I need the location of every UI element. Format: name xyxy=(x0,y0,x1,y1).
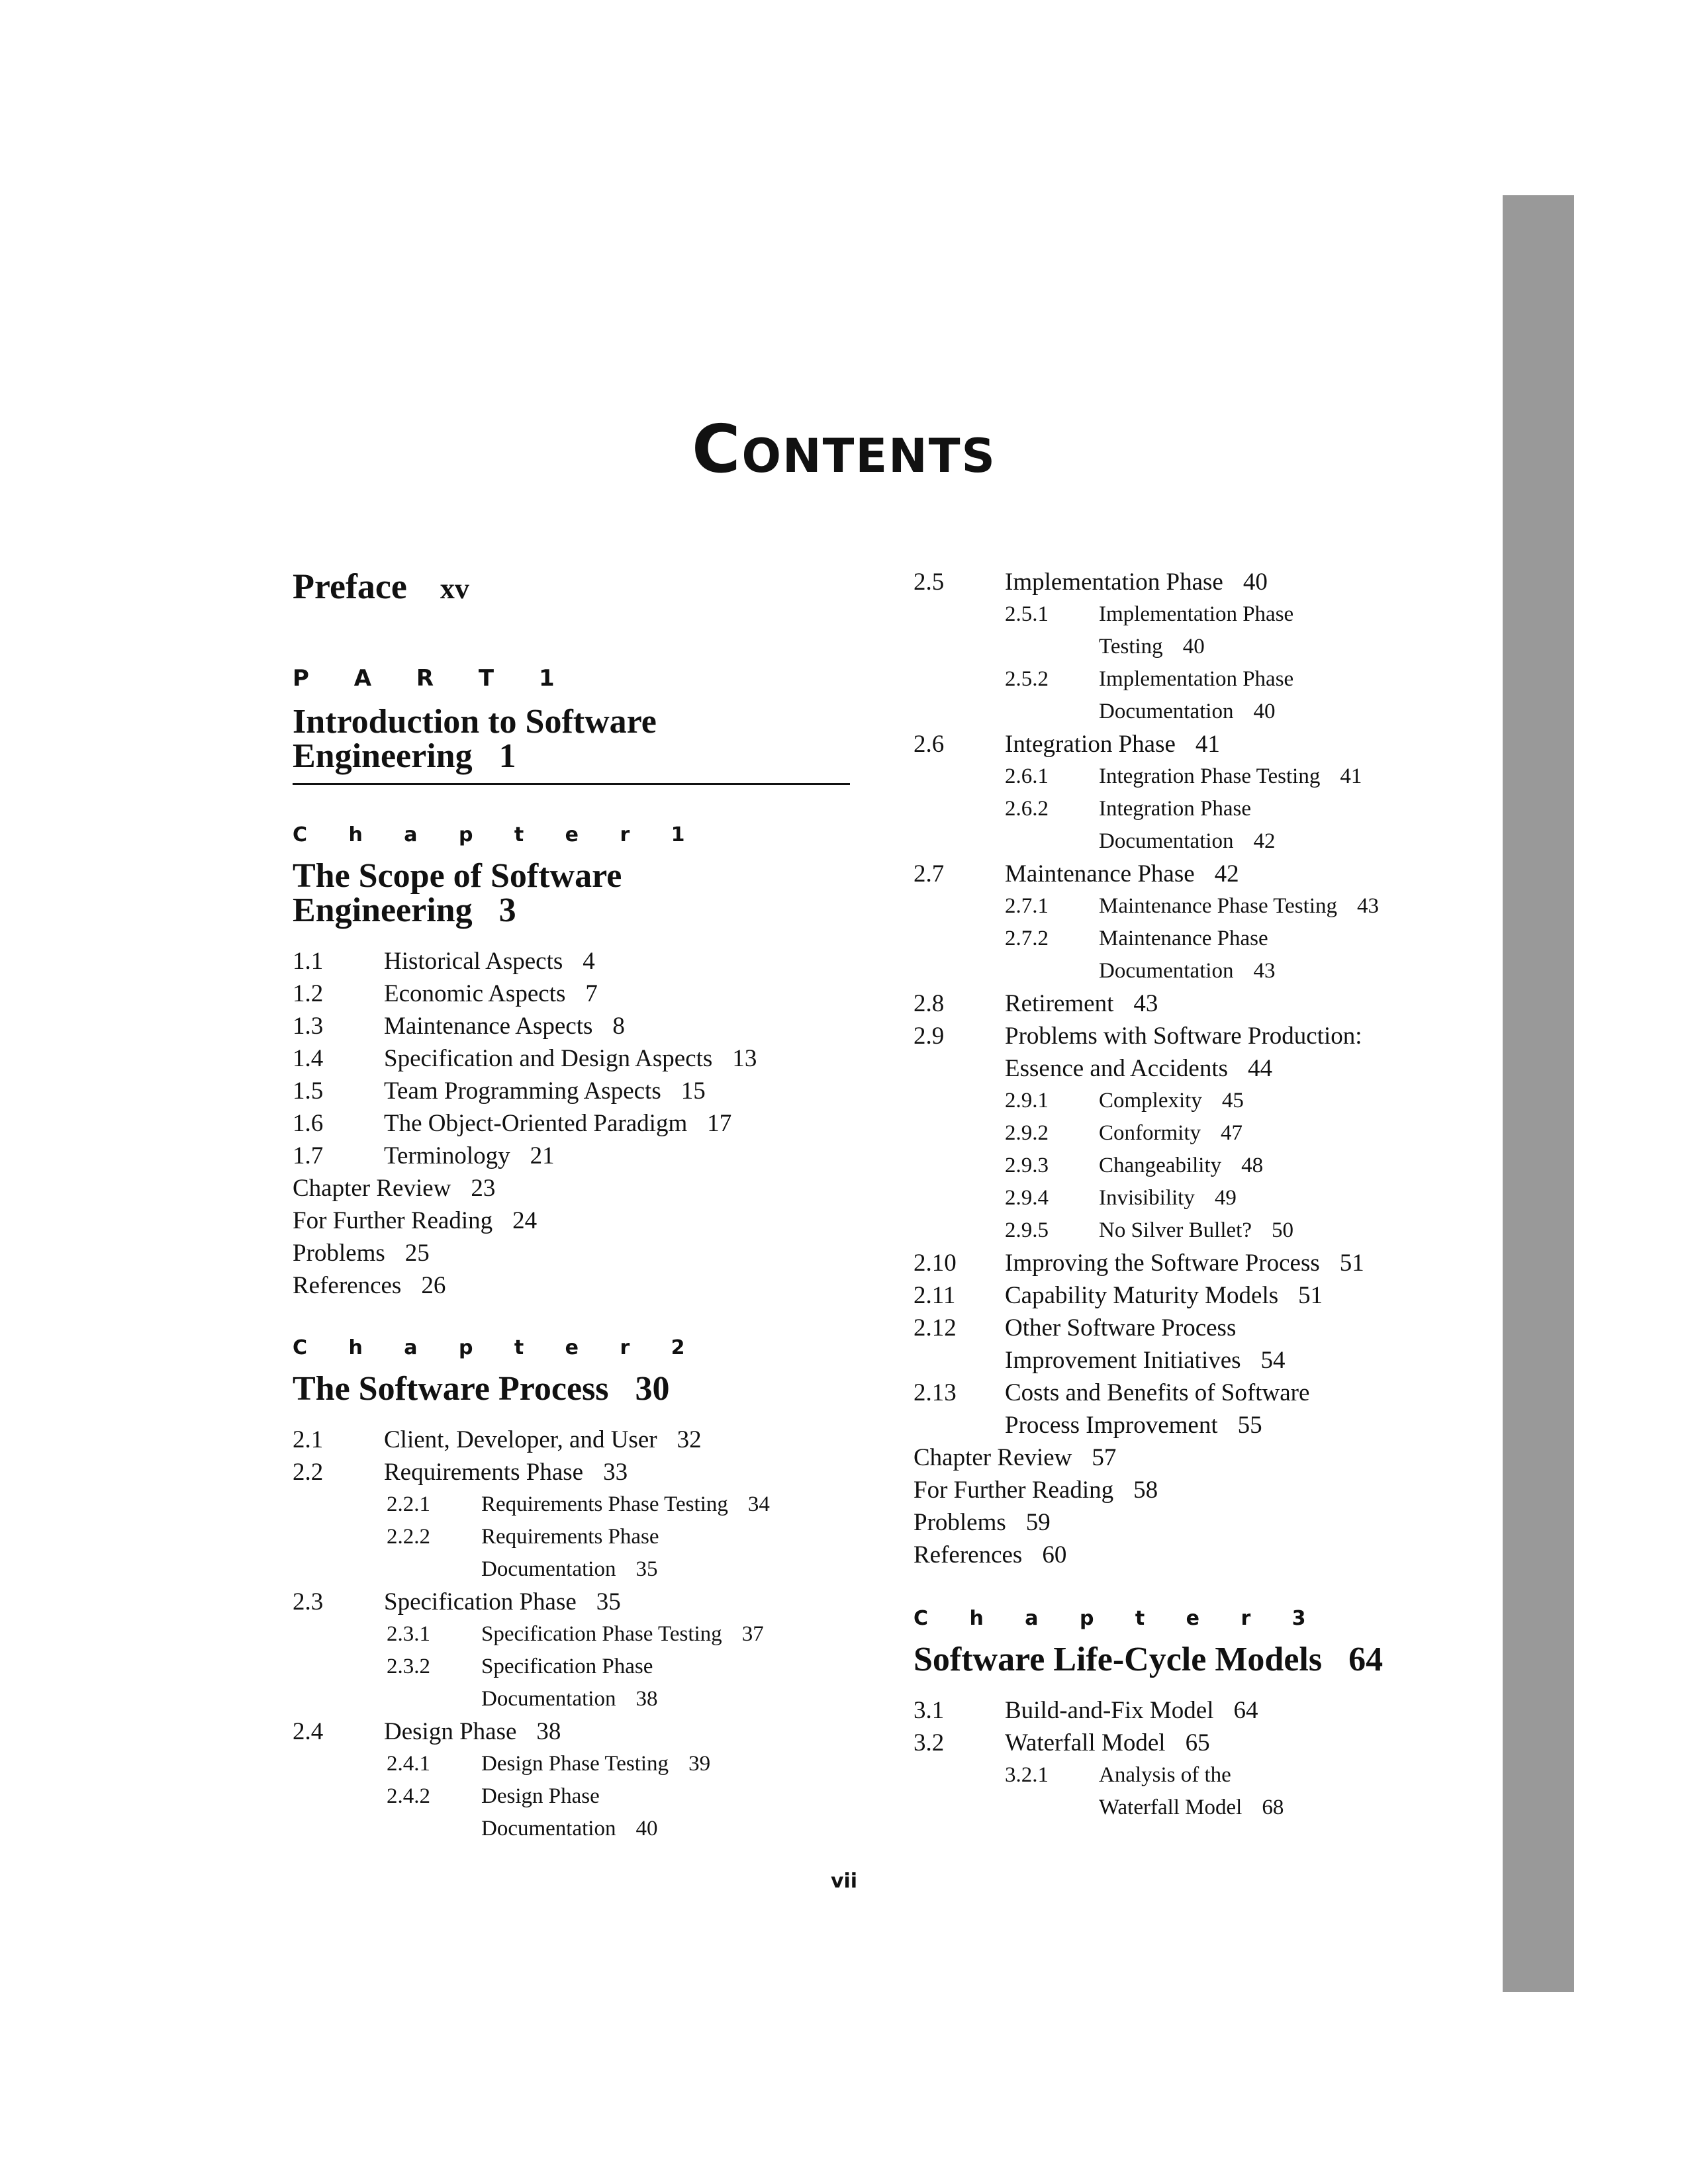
entry-page: 39 xyxy=(688,1752,711,1776)
toc-subentry[interactable] xyxy=(914,663,1430,696)
toc-subentry[interactable] xyxy=(914,1759,1430,1792)
entry-title: Maintenance Phase xyxy=(1005,860,1195,887)
entry-page: 50 xyxy=(1271,1218,1293,1242)
toc-entry[interactable] xyxy=(914,728,1430,760)
entry-title: Problems with Software Production: xyxy=(1005,1023,1362,1050)
entry-number: 2.12 xyxy=(914,1314,957,1342)
entry-page: 17 xyxy=(707,1110,732,1137)
entry-page: 48 xyxy=(1241,1154,1264,1177)
entry-page: 38 xyxy=(635,1687,658,1711)
entry-page: 21 xyxy=(530,1142,555,1169)
entry-page: 60 xyxy=(1042,1541,1067,1569)
entry-title: Chapter Review xyxy=(293,1175,451,1202)
entry-title-cont: Documentation xyxy=(1099,700,1234,723)
entry-title-cont: Documentation xyxy=(1099,959,1234,983)
toc-entry[interactable] xyxy=(914,987,1430,1020)
toc-entry[interactable] xyxy=(293,1010,850,1042)
entry-number: 2.3 xyxy=(293,1588,324,1615)
toc-right-column xyxy=(914,566,1430,1824)
part-title-line1: Introduction to Software xyxy=(293,703,657,741)
entry-title: References xyxy=(914,1541,1023,1569)
entry-number: 2.6.1 xyxy=(1005,764,1049,788)
entry-page: 7 xyxy=(585,980,598,1007)
toc-entry[interactable] xyxy=(293,945,850,978)
entry-title: Integration Phase xyxy=(1099,797,1252,821)
entry-title: For Further Reading xyxy=(293,1207,493,1234)
toc-entry[interactable] xyxy=(293,1715,850,1748)
entry-number: 3.2 xyxy=(914,1729,945,1756)
toc-entry[interactable] xyxy=(914,1247,1430,1279)
entry-number: 2.9.2 xyxy=(1005,1121,1049,1145)
chapter-3-label: C h a p t e r 3 xyxy=(914,1607,1323,1630)
entry-page: 43 xyxy=(1133,990,1158,1017)
entry-title-cont: Documentation xyxy=(1099,829,1234,853)
entry-number: 2.9.5 xyxy=(1005,1218,1049,1242)
entry-title: Build-and-Fix Model xyxy=(1005,1697,1214,1724)
entry-title: Costs and Benefits of Software xyxy=(1005,1379,1310,1406)
entry-title: The Object-Oriented Paradigm xyxy=(384,1110,688,1137)
entry-page: 41 xyxy=(1195,731,1220,758)
entry-page: 59 xyxy=(1025,1509,1051,1536)
entry-page: 8 xyxy=(612,1013,625,1040)
entry-number: 2.9 xyxy=(914,1023,945,1050)
entry-title: References xyxy=(293,1272,402,1299)
further-reading-entry[interactable] xyxy=(293,1205,850,1237)
chapter-2-label: C h a p t e r 2 xyxy=(293,1336,702,1359)
toc-subentry[interactable] xyxy=(914,598,1430,631)
entry-number: 2.8 xyxy=(914,990,945,1017)
entry-number: 2.9.4 xyxy=(1005,1186,1049,1210)
entry-page: 47 xyxy=(1221,1121,1243,1145)
toc-subentry[interactable] xyxy=(914,1150,1430,1182)
toc-entry[interactable] xyxy=(914,1020,1430,1052)
part-title[interactable] xyxy=(293,705,850,785)
entry-page: 40 xyxy=(1253,700,1276,723)
entry-title: Terminology xyxy=(384,1142,510,1169)
entry-page: 4 xyxy=(583,948,595,975)
toc-entry[interactable] xyxy=(914,1377,1430,1409)
entry-title: Economic Aspects xyxy=(384,980,566,1007)
toc-entry[interactable] xyxy=(914,1312,1430,1344)
toc-entry[interactable] xyxy=(914,566,1430,598)
toc-entry[interactable] xyxy=(914,858,1430,890)
entry-number: 1.7 xyxy=(293,1142,324,1169)
entry-page: 43 xyxy=(1357,894,1379,918)
entry-title: Maintenance Phase xyxy=(1099,927,1268,950)
entry-page: 44 xyxy=(1248,1055,1272,1082)
chapter-1-title[interactable] xyxy=(293,859,850,928)
toc-entry-continuation[interactable] xyxy=(914,1052,1430,1085)
entry-title-cont: Documentation xyxy=(481,1817,616,1841)
entry-number: 2.9.3 xyxy=(1005,1154,1049,1177)
entry-number: 2.2.1 xyxy=(387,1492,430,1516)
entry-page: 45 xyxy=(1221,1089,1244,1113)
toc-subentry[interactable] xyxy=(914,1214,1430,1247)
entry-title: Implementation Phase xyxy=(1005,569,1223,596)
entry-page: 49 xyxy=(1214,1186,1237,1210)
entry-page: 42 xyxy=(1214,860,1239,887)
entry-number: 2.2.2 xyxy=(387,1525,430,1549)
entry-page: 51 xyxy=(1298,1282,1323,1309)
entry-page: 40 xyxy=(635,1817,658,1841)
entry-title: Requirements Phase xyxy=(481,1525,659,1549)
toc-subentry-continuation[interactable] xyxy=(914,631,1430,663)
entry-number: 2.2 xyxy=(293,1459,324,1486)
entry-number: 2.6 xyxy=(914,731,945,758)
entry-number: 2.7 xyxy=(914,860,945,887)
toc-subentry-continuation[interactable] xyxy=(914,1792,1430,1824)
entry-title: Design Phase Testing xyxy=(481,1752,669,1776)
entry-page: 26 xyxy=(421,1272,446,1299)
part-label: P A R T 1 xyxy=(293,665,573,692)
entry-title: Specification Phase Testing xyxy=(481,1622,722,1646)
chapter-review-entry[interactable] xyxy=(914,1441,1430,1474)
entry-number: 2.1 xyxy=(293,1426,324,1453)
entry-title: Capability Maturity Models xyxy=(1005,1282,1279,1309)
chapter-1-title-line1: The Scope of Software xyxy=(293,857,622,895)
entry-title: Improving the Software Process xyxy=(1005,1250,1320,1277)
entry-number: 2.5.1 xyxy=(1005,602,1049,626)
toc-subentry[interactable] xyxy=(914,760,1430,793)
entry-number: 1.4 xyxy=(293,1045,324,1072)
entry-title: Historical Aspects xyxy=(384,948,563,975)
entry-number: 2.7.2 xyxy=(1005,927,1049,950)
toc-subentry-continuation[interactable] xyxy=(293,1813,850,1845)
entry-page: 35 xyxy=(596,1588,621,1615)
entry-number: 3.1 xyxy=(914,1697,945,1724)
entry-number: 1.6 xyxy=(293,1110,324,1137)
references-entry[interactable] xyxy=(293,1269,850,1302)
entry-page: 34 xyxy=(747,1492,770,1516)
entry-page: 37 xyxy=(741,1622,764,1646)
page-number: vii xyxy=(830,1870,858,1893)
entry-page: 24 xyxy=(512,1207,538,1234)
chapter-1-label: C h a p t e r 1 xyxy=(293,823,702,846)
entry-number: 1.3 xyxy=(293,1013,324,1040)
entry-number: 1.2 xyxy=(293,980,324,1007)
entry-number: 1.5 xyxy=(293,1077,324,1105)
toc-entry[interactable] xyxy=(914,1279,1430,1312)
entry-number: 2.11 xyxy=(914,1282,956,1309)
entry-title-cont: Process Improvement xyxy=(1005,1412,1218,1439)
entry-title: Integration Phase xyxy=(1005,731,1176,758)
entry-title: Problems xyxy=(293,1240,385,1267)
toc-entry[interactable] xyxy=(293,1075,850,1107)
toc-subentry[interactable] xyxy=(914,793,1430,825)
page-title: Contents xyxy=(692,410,996,488)
entry-title: Team Programming Aspects xyxy=(384,1077,661,1105)
chapter-1-page: 3 xyxy=(498,891,516,929)
entry-title: Design Phase xyxy=(384,1718,517,1745)
toc-entry[interactable] xyxy=(914,1727,1430,1759)
entry-page: 41 xyxy=(1340,764,1362,788)
toc-subentry[interactable] xyxy=(293,1488,850,1521)
entry-title: Integration Phase Testing xyxy=(1099,764,1321,788)
entry-title-cont: Testing xyxy=(1099,635,1163,659)
entry-title: Waterfall Model xyxy=(1005,1729,1166,1756)
entry-title-cont: Documentation xyxy=(481,1687,616,1711)
entry-title: Specification Phase xyxy=(384,1588,577,1615)
entry-page: 25 xyxy=(404,1240,430,1267)
toc-entry[interactable] xyxy=(293,1586,850,1618)
entry-title: Problems xyxy=(914,1509,1006,1536)
toc-subentry[interactable] xyxy=(293,1618,850,1651)
entry-page: 55 xyxy=(1237,1412,1262,1439)
toc-subentry-continuation[interactable] xyxy=(914,696,1430,728)
entry-title-cont: Essence and Accidents xyxy=(1005,1055,1228,1082)
part-title-line2: Engineering xyxy=(293,737,473,775)
entry-title: Invisibility xyxy=(1099,1186,1195,1210)
entry-title: No Silver Bullet? xyxy=(1099,1218,1252,1242)
toc-entry[interactable] xyxy=(293,1107,850,1140)
references-entry[interactable] xyxy=(914,1539,1430,1571)
entry-title: Requirements Phase xyxy=(384,1459,584,1486)
entry-page: 13 xyxy=(732,1045,757,1072)
toc-subentry[interactable] xyxy=(914,890,1430,923)
entry-page: 33 xyxy=(603,1459,628,1486)
entry-number: 2.5.2 xyxy=(1005,667,1049,691)
entry-title: Implementation Phase xyxy=(1099,602,1294,626)
chapter-3-page: 64 xyxy=(1348,1641,1383,1678)
entry-title-cont: Improvement Initiatives xyxy=(1005,1347,1241,1374)
toc-subentry-continuation[interactable] xyxy=(914,825,1430,858)
toc-entry-continuation[interactable] xyxy=(914,1409,1430,1441)
toc-entry[interactable] xyxy=(914,1694,1430,1727)
entry-number: 2.6.2 xyxy=(1005,797,1049,821)
entry-title: Design Phase xyxy=(481,1784,600,1808)
entry-title: Implementation Phase xyxy=(1099,667,1294,691)
entry-title: Other Software Process xyxy=(1005,1314,1237,1342)
toc-subentry-continuation[interactable] xyxy=(293,1683,850,1715)
entry-number: 2.9.1 xyxy=(1005,1089,1049,1113)
entry-number: 2.4.2 xyxy=(387,1784,430,1808)
toc-subentry[interactable] xyxy=(293,1748,850,1780)
entry-title: Client, Developer, and User xyxy=(384,1426,657,1453)
entry-number: 2.7.1 xyxy=(1005,894,1049,918)
preface-label: Preface xyxy=(293,567,407,606)
toc-entry-continuation[interactable] xyxy=(914,1344,1430,1377)
entry-title-cont: Documentation xyxy=(481,1557,616,1581)
entry-page: 40 xyxy=(1243,569,1268,596)
entry-number: 2.4 xyxy=(293,1718,324,1745)
problems-entry[interactable] xyxy=(293,1237,850,1269)
entry-title: Specification Phase xyxy=(481,1655,653,1678)
entry-number: 2.4.1 xyxy=(387,1752,430,1776)
preface-entry[interactable] xyxy=(293,566,850,625)
toc-left-column xyxy=(293,566,850,1845)
entry-title-cont: Waterfall Model xyxy=(1099,1796,1243,1819)
part-page: 1 xyxy=(498,737,516,775)
entry-title: Complexity xyxy=(1099,1089,1202,1113)
toc-subentry-continuation[interactable] xyxy=(914,955,1430,987)
entry-number: 2.10 xyxy=(914,1250,957,1277)
entry-title: Retirement xyxy=(1005,990,1114,1017)
toc-subentry[interactable] xyxy=(914,1085,1430,1117)
chapter-2-title[interactable] xyxy=(293,1372,850,1406)
entry-title: Conformity xyxy=(1099,1121,1201,1145)
toc-subentry[interactable] xyxy=(293,1651,850,1683)
entry-page: 32 xyxy=(677,1426,702,1453)
entry-page: 15 xyxy=(680,1077,706,1105)
entry-number: 2.3.2 xyxy=(387,1655,430,1678)
entry-page: 64 xyxy=(1233,1697,1258,1724)
entry-number: 1.1 xyxy=(293,948,324,975)
entry-title: Analysis of the xyxy=(1099,1763,1231,1787)
toc-subentry[interactable] xyxy=(914,1182,1430,1214)
toc-entry[interactable] xyxy=(293,1424,850,1456)
entry-page: 51 xyxy=(1339,1250,1364,1277)
entry-title: Changeability xyxy=(1099,1154,1222,1177)
toc-entry[interactable] xyxy=(293,1042,850,1075)
chapter-1-title-line2: Engineering xyxy=(293,891,473,929)
chapter-3-title-text: Software Life-Cycle Models xyxy=(914,1641,1323,1678)
toc-entry[interactable] xyxy=(293,1456,850,1488)
entry-page: 38 xyxy=(536,1718,561,1745)
toc-subentry[interactable] xyxy=(293,1521,850,1553)
entry-page: 68 xyxy=(1262,1796,1284,1819)
entry-number: 2.5 xyxy=(914,569,945,596)
entry-number: 2.3.1 xyxy=(387,1622,430,1646)
toc-entry[interactable] xyxy=(293,978,850,1010)
entry-number: 3.2.1 xyxy=(1005,1763,1049,1787)
entry-title: Requirements Phase Testing xyxy=(481,1492,728,1516)
entry-page: 54 xyxy=(1260,1347,1286,1374)
entry-page: 42 xyxy=(1253,829,1276,853)
toc-subentry[interactable] xyxy=(914,923,1430,955)
preface-page: xv xyxy=(440,572,469,605)
problems-entry[interactable] xyxy=(914,1506,1430,1539)
entry-title: Chapter Review xyxy=(914,1444,1072,1471)
entry-page: 40 xyxy=(1182,635,1205,659)
entry-number: 2.13 xyxy=(914,1379,957,1406)
toc-entry[interactable] xyxy=(293,1140,850,1172)
chapter-review-entry[interactable] xyxy=(293,1172,850,1205)
toc-subentry[interactable] xyxy=(914,1117,1430,1150)
entry-page: 65 xyxy=(1185,1729,1210,1756)
entry-page: 35 xyxy=(635,1557,658,1581)
entry-title: Maintenance Phase Testing xyxy=(1099,894,1337,918)
toc-subentry-continuation[interactable] xyxy=(293,1553,850,1586)
chapter-2-page: 30 xyxy=(635,1370,670,1408)
entry-page: 57 xyxy=(1092,1444,1117,1471)
chapter-3-title[interactable] xyxy=(914,1643,1430,1677)
entry-title: Maintenance Aspects xyxy=(384,1013,593,1040)
entry-title: For Further Reading xyxy=(914,1477,1114,1504)
further-reading-entry[interactable] xyxy=(914,1474,1430,1506)
entry-title: Specification and Design Aspects xyxy=(384,1045,713,1072)
entry-page: 58 xyxy=(1133,1477,1158,1504)
entry-page: 43 xyxy=(1253,959,1276,983)
chapter-2-title-text: The Software Process xyxy=(293,1370,609,1408)
entry-page: 23 xyxy=(471,1175,496,1202)
toc-subentry[interactable] xyxy=(293,1780,850,1813)
